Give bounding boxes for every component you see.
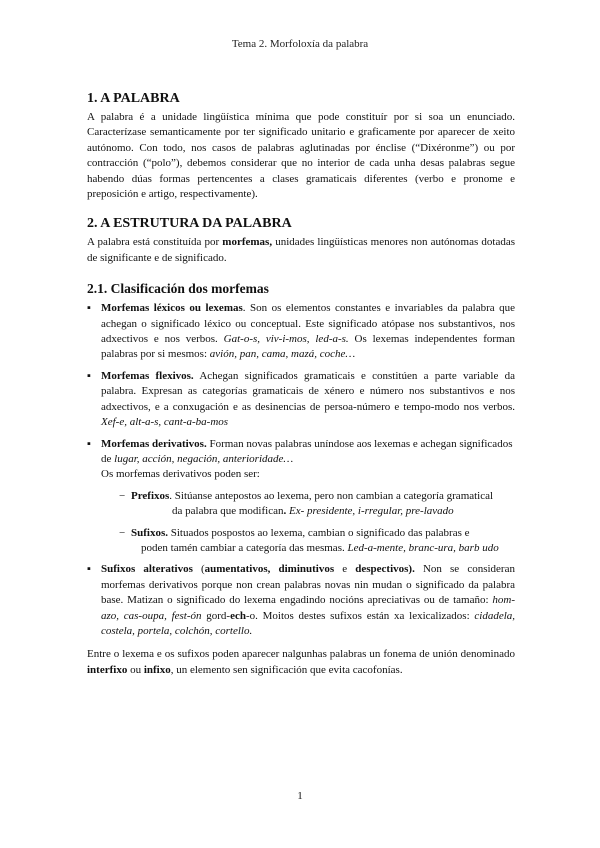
section-2-title: 2. A ESTRUTURA DA PALABRA — [87, 216, 292, 232]
sub-item-suffixes: − Sufixos. Situados pospostos ao lexema, cambian o significado das palabras e poden tamén cambiar a categoría das mesmas. Led-a-mente, branc-ura, barb udo — [119, 526, 499, 554]
derivative-intro: Os morfemas derivativos poden ser: — [101, 468, 260, 481]
bullet-icon: ▪ — [87, 369, 91, 382]
bullet-alterative-suffixes: ▪ Sufixos alterativos (aumentativos, diminutivos e despectivos). Non se consideran morfemas derivativos porque non crean palabras novas nin mudan o significado da palabra base. Matizan o significado do lexema engadindo nocións apreciativas ou de tamaño: hom-azo, cas-oupa, fest-ón gord-ech-o. Moitos destes sufixos están xa lexicalizados: cidadela, costela, portela, colchón, cortello. — [87, 563, 516, 637]
section-2-paragraph: A palabra está constituída por morfemas, unidades lingüísticas menores non autónomas dotadas de significante e de significado. — [87, 236, 515, 264]
page-number: 1 — [297, 790, 303, 802]
dash-icon: − — [119, 526, 126, 539]
section-1-paragraph: A palabra é a unidade lingüística mínima que pode constituír por si soa un enunciado. Caracterízase semanticamente por ter significado unitario e graficamente por aparecer de xeito autónomo. Con todo, nos casos de palabras aglutinadas por énclise (“Dixéronme”) ou por contracción (“polo”), debemos considerar que no interior de cada unha desas palabras segue habendo dúas formas pertencentes a clases gramaticais diferentes (verbo e pronome e preposición e artigo, respectivamente). — [87, 111, 515, 201]
closing-paragraph: Entre o lexema e os sufixos poden aparecer nalgunhas palabras un fonema de unión denominado interfixo ou infixo, un elemento sen significación que evita cacofonías. — [87, 648, 515, 676]
bullet-icon: ▪ — [87, 437, 91, 450]
sub-item-prefixes: − Prefixos. Sitúanse antepostos ao lexema, pero non cambian a categoría gramatical da palabra que modifican. Ex- presidente, i-rregular, pre-lavado — [119, 489, 494, 518]
bullet-lexical-morphemes: ▪ Morfemas léxicos ou lexemas. Son os elementos constantes e invariables da palabra que achegan o significado léxico ou conceptual. Este significado atópase nos substantivos, nos adxectivos e nos verbos. Gat-o-s, viv-i-mos, led-a-s. Os lexemas independentes forman palabras por si mesmos: avión, pan, cama, mazá, coche… — [87, 302, 515, 361]
bullet-icon: ▪ — [87, 563, 91, 576]
running-header: Tema 2. Morfoloxía da palabra — [231, 38, 369, 50]
main-content — [87, 90, 515, 678]
section-1-title: 1. A PALABRA — [87, 91, 180, 106]
bullet-inflectional-morphemes: ▪ Morfemas flexivos. Achegan significados gramaticais e constitúen a parte variable da palabra. Expresan as categorías gramaticais de xénero e número nos substantivos e nos adxectivos, e a conxugación e as desinencias de persoa-número e tempo-modo nos verbos. Xef-e, alt-a-s, cant-a-ba-mos — [87, 369, 515, 429]
term-morfemas: morfemas, — [222, 236, 273, 249]
section-2-1-title: 2.1. Clasificación dos morfemas — [87, 281, 269, 297]
bullet-icon: ▪ — [87, 302, 91, 315]
bullet-derivational-morphemes: ▪ Morfemas derivativos. Forman novas palabras uníndose aos lexemas e achegan significados de lugar, acción, negación, anterioridade… Os morfemas derivativos poden ser: − Prefixos. Sitúanse antepostos ao lexema, pero non cambian a categoría gramatical da palabra que modifican. Ex- presidente, i-rregular, pre-lavado − Sufixos. Situados pospostos ao lexema, cambian o significado das palabras e poden tamén cambiar a categoría das mesmas. Led-a-mente, branc-ura, barb udo — [87, 437, 515, 557]
dash-icon: − — [119, 489, 126, 502]
